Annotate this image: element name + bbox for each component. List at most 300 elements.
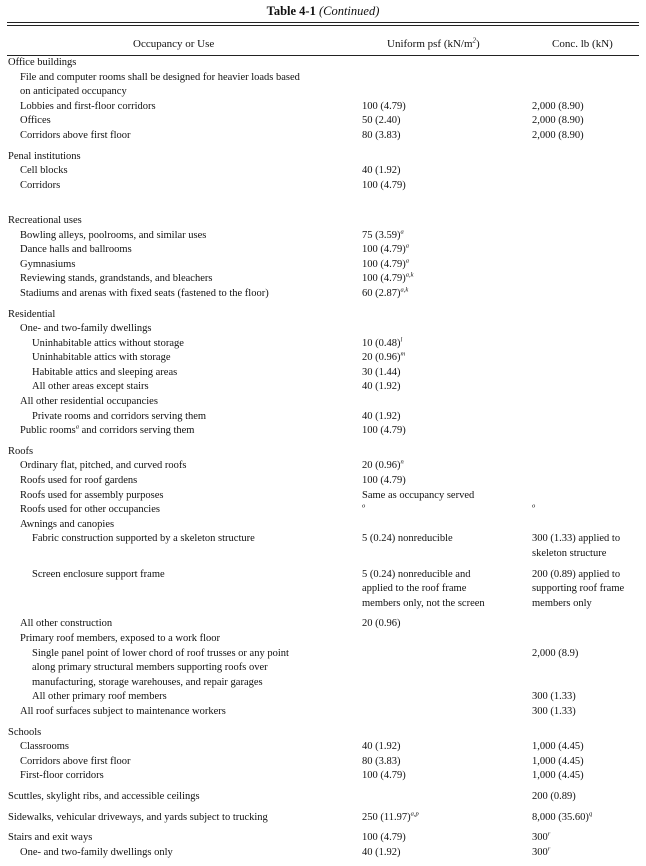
table-row — [0, 755, 646, 770]
uniform-load-value: 80 (3.83) — [362, 755, 401, 767]
occupancy-cell — [32, 532, 255, 547]
uniform-load-cell — [362, 617, 512, 632]
concentrated-load-cell — [532, 790, 644, 805]
uniform-load-value: 40 (1.92) — [362, 410, 401, 422]
occupancy-cell — [20, 518, 114, 533]
uniform-load-cell-line — [362, 272, 512, 287]
footnote-marker: a,k — [405, 271, 414, 279]
table-row — [0, 380, 646, 395]
table-row — [0, 459, 646, 474]
uniform-load-value: members only, not the screen — [362, 597, 485, 609]
uniform-load-cell-line — [362, 597, 512, 612]
concentrated-load-cell — [532, 100, 644, 115]
uniform-load-value: 10 (0.48) — [362, 337, 401, 349]
concentrated-load-cell-line — [532, 811, 644, 826]
table-row — [0, 846, 646, 861]
table-row — [0, 568, 646, 612]
occupancy-cell — [32, 366, 177, 381]
uniform-load-value: 100 (4.79) — [362, 258, 406, 270]
table-row — [0, 56, 646, 71]
header-uniform-text: Uniform psf (kN/m — [387, 38, 473, 50]
occupancy-line: Roofs used for assembly purposes — [20, 489, 164, 501]
occupancy-line: All other areas except stairs — [32, 381, 149, 393]
table-row — [0, 351, 646, 366]
uniform-load-cell-line — [362, 380, 512, 395]
occupancy-line: All other residential occupancies — [20, 396, 158, 408]
occupancy-line: Scuttles, skylight ribs, and accessible ceilings — [8, 790, 200, 802]
concentrated-load-cell — [532, 846, 644, 861]
table-row — [0, 243, 646, 258]
uniform-load-cell — [362, 114, 512, 129]
uniform-load-cell-line — [362, 410, 512, 425]
occupancy-line: Awnings and canopies — [20, 518, 115, 530]
uniform-load-cell — [362, 459, 512, 474]
concentrated-load-cell — [532, 568, 644, 612]
concentrated-load-cell-line — [532, 532, 644, 547]
footnote-marker: a,k — [400, 286, 409, 294]
uniform-load-value: 40 (1.92) — [362, 741, 401, 753]
table-row — [0, 129, 646, 144]
concentrated-load-cell — [532, 811, 644, 826]
table-caption — [0, 3, 646, 19]
uniform-load-cell — [362, 337, 512, 352]
occupancy-line: Office buildings — [8, 57, 77, 68]
table-row — [0, 229, 646, 244]
table-number: Table 4-1 — [266, 4, 316, 18]
uniform-load-cell — [362, 489, 512, 504]
uniform-load-cell-line — [362, 179, 512, 194]
table-continued-note: (Continued) — [318, 4, 380, 18]
occupancy-line: One- and two-family dwellings — [20, 323, 152, 335]
table-row — [0, 790, 646, 805]
uniform-load-cell — [362, 351, 512, 366]
occupancy-cell — [20, 287, 269, 302]
table-row — [0, 164, 646, 179]
occupancy-line: Schools — [8, 726, 42, 738]
footnote-marker: l — [400, 336, 403, 344]
table-row — [0, 179, 646, 194]
concentrated-load-cell-line — [532, 831, 644, 846]
uniform-load-cell-line — [362, 755, 512, 770]
uniform-load-value: 50 (2.40) — [362, 115, 401, 127]
footnote-marker: a — [405, 257, 409, 265]
concentrated-load-cell — [532, 740, 644, 755]
uniform-load-cell-line — [362, 846, 512, 861]
concentrated-load-cell — [532, 755, 644, 770]
table-row — [0, 518, 646, 533]
uniform-load-value: 100 (4.79) — [362, 425, 406, 437]
occupancy-line: Fabric construction supported by a skeleton structure — [32, 533, 255, 545]
table-row — [0, 647, 646, 691]
footnote-marker: a,p — [410, 810, 419, 818]
uniform-load-cell-line — [362, 568, 512, 583]
uniform-load-value: 100 (4.79) — [362, 244, 406, 256]
table-row — [0, 150, 646, 165]
occupancy-line: Stadiums and arenas with fixed seats (fastened to the floor) — [20, 287, 269, 299]
uniform-load-cell — [362, 769, 512, 784]
occupancy-cell — [20, 769, 104, 784]
occupancy-line: Dance halls and ballrooms — [20, 244, 132, 256]
uniform-load-value: 20 (0.96) — [362, 460, 401, 472]
occupancy-line: along primary structural members supporting roofs over — [32, 662, 268, 674]
concentrated-load-value: 300 (1.33) — [532, 691, 576, 703]
uniform-load-cell — [362, 129, 512, 144]
occupancy-cell — [32, 568, 165, 583]
concentrated-load-cell-line — [532, 647, 644, 662]
table-row — [0, 532, 646, 561]
uniform-load-cell-line — [362, 229, 512, 244]
uniform-load-value: 40 (1.92) — [362, 846, 401, 858]
occupancy-line: Corridors above first floor — [20, 129, 131, 141]
occupancy-cell — [20, 114, 51, 129]
concentrated-load-value: 2,000 (8.90) — [532, 129, 584, 141]
occupancy-cell — [8, 56, 76, 71]
top-rule-upper — [7, 22, 639, 23]
uniform-load-value: 30 (1.44) — [362, 366, 401, 378]
uniform-load-value: 75 (3.59) — [362, 229, 401, 241]
footnote-marker: o — [532, 502, 536, 510]
uniform-load-cell — [362, 287, 512, 302]
concentrated-load-value: 1,000 (4.45) — [532, 741, 584, 753]
uniform-load-cell — [362, 229, 512, 244]
concentrated-load-value: 2,000 (8.90) — [532, 100, 584, 112]
table-row — [0, 308, 646, 323]
uniform-load-cell — [362, 424, 512, 439]
uniform-load-cell — [362, 243, 512, 258]
occupancy-line: Stairs and exit ways — [8, 832, 93, 844]
occupancy-cell — [20, 705, 226, 720]
occupancy-line: Uninhabitable attics without storage — [32, 337, 184, 349]
uniform-load-cell — [362, 503, 512, 518]
concentrated-load-value: 300 (1.33) applied to — [532, 533, 621, 545]
concentrated-load-value: 200 (0.89) applied to — [532, 568, 621, 580]
occupancy-cell — [20, 179, 60, 194]
concentrated-load-cell-line — [532, 503, 644, 518]
concentrated-load-value: 200 (0.89) — [532, 790, 576, 802]
uniform-load-cell-line — [362, 740, 512, 755]
uniform-load-value: 100 (4.79) — [362, 475, 406, 487]
occupancy-line: Roofs used for other occupancies — [20, 504, 160, 516]
uniform-load-cell-line — [362, 617, 512, 632]
occupancy-cell — [20, 503, 160, 518]
occupancy-cell — [8, 308, 55, 323]
occupancy-cell — [8, 831, 92, 846]
header-uniform-close: ) — [476, 38, 480, 50]
concentrated-load-cell — [532, 503, 644, 518]
occupancy-cell — [8, 150, 81, 165]
concentrated-load-cell — [532, 831, 644, 846]
occupancy-cell — [20, 243, 132, 258]
concentrated-load-cell-line — [532, 846, 644, 861]
uniform-load-cell — [362, 366, 512, 381]
uniform-load-cell — [362, 846, 512, 861]
concentrated-load-cell-line — [532, 547, 644, 562]
concentrated-load-value: members only — [532, 597, 592, 609]
occupancy-line: Habitable attics and sleeping areas — [32, 366, 178, 378]
occupancy-text: and corridors serving them — [78, 425, 195, 437]
occupancy-line: All other construction — [20, 618, 113, 630]
uniform-load-cell-line — [362, 811, 512, 826]
concentrated-load-cell — [532, 690, 644, 705]
table-row — [0, 199, 646, 214]
occupancy-cell — [20, 322, 152, 337]
uniform-load-cell-line — [362, 114, 512, 129]
uniform-load-value: 100 (4.79) — [362, 770, 406, 782]
uniform-load-cell-line — [362, 424, 512, 439]
occupancy-cell — [20, 100, 156, 115]
occupancy-line: Corridors above first floor — [20, 755, 131, 767]
top-rule-lower — [7, 25, 639, 26]
occupancy-cell — [8, 790, 200, 805]
occupancy-line — [20, 424, 194, 439]
uniform-load-value: 80 (3.83) — [362, 129, 401, 141]
concentrated-load-cell — [532, 129, 644, 144]
occupancy-line: Penal institutions — [8, 150, 81, 162]
uniform-load-cell — [362, 179, 512, 194]
concentrated-load-cell — [532, 647, 644, 662]
occupancy-line: Gymnasiums — [20, 258, 76, 270]
occupancy-line: Bowling alleys, poolrooms, and similar uses — [20, 229, 207, 241]
occupancy-line: Residential — [8, 308, 56, 320]
footnote-marker: a — [405, 242, 409, 250]
occupancy-line: Classrooms — [20, 741, 70, 753]
concentrated-load-value: 1,000 (4.45) — [532, 770, 584, 782]
occupancy-cell — [20, 258, 75, 273]
occupancy-cell — [20, 395, 158, 410]
table-row — [0, 71, 646, 100]
occupancy-line: Uninhabitable attics with storage — [32, 352, 171, 364]
header-uniform — [387, 37, 480, 51]
uniform-load-cell-line — [362, 287, 512, 302]
footnote-marker: r — [547, 830, 551, 838]
occupancy-line: All other primary roof members — [32, 691, 167, 703]
table-row — [0, 474, 646, 489]
table-row — [0, 445, 646, 460]
table-row — [0, 811, 646, 826]
uniform-load-cell — [362, 258, 512, 273]
table-row — [0, 705, 646, 720]
concentrated-load-value: 2,000 (8.90) — [532, 115, 584, 127]
table-row — [0, 503, 646, 518]
concentrated-load-cell-line — [532, 597, 644, 612]
occupancy-line: manufacturing, storage warehouses, and repair garages — [32, 676, 263, 688]
uniform-load-value: 20 (0.96) — [362, 618, 401, 630]
occupancy-cell — [32, 337, 184, 352]
uniform-load-value: 100 (4.79) — [362, 832, 406, 844]
uniform-load-value: 40 (1.92) — [362, 165, 401, 177]
header-occupancy: Occupancy or Use — [133, 38, 215, 50]
occupancy-cell — [20, 632, 220, 647]
table-row — [0, 410, 646, 425]
table-row — [0, 366, 646, 381]
table-body — [0, 56, 646, 860]
footnote-marker: r — [547, 845, 551, 853]
concentrated-load-cell-line — [532, 740, 644, 755]
concentrated-load-cell-line — [532, 755, 644, 770]
uniform-load-cell-line — [362, 366, 512, 381]
occupancy-line: Offices — [20, 115, 51, 127]
table-row — [0, 769, 646, 784]
occupancy-cell — [32, 410, 206, 425]
concentrated-load-cell-line — [532, 705, 644, 720]
concentrated-load-value: 2,000 (8.9) — [532, 647, 579, 659]
uniform-load-cell-line — [362, 459, 512, 474]
table-row — [0, 100, 646, 115]
occupancy-line: Roofs — [8, 445, 34, 457]
uniform-load-cell-line — [362, 489, 512, 504]
occupancy-cell — [20, 846, 173, 861]
uniform-load-cell — [362, 811, 512, 826]
table-row — [0, 617, 646, 632]
uniform-load-cell — [362, 532, 512, 547]
uniform-load-cell-line — [362, 474, 512, 489]
occupancy-line: Reviewing stands, grandstands, and bleachers — [20, 273, 213, 285]
uniform-load-cell-line — [362, 164, 512, 179]
occupancy-line: Primary roof members, exposed to a work floor — [20, 632, 221, 644]
uniform-load-value: 5 (0.24) nonreducible — [362, 533, 453, 545]
concentrated-load-cell — [532, 769, 644, 784]
table-row — [0, 322, 646, 337]
occupancy-cell — [8, 214, 82, 229]
occupancy-cell — [20, 489, 163, 504]
occupancy-cell — [32, 380, 149, 395]
concentrated-load-cell — [532, 532, 644, 561]
uniform-load-cell — [362, 410, 512, 425]
concentrated-load-value: 8,000 (35.60) — [532, 811, 589, 823]
uniform-load-value: 100 (4.79) — [362, 273, 406, 285]
uniform-load-cell-line — [362, 258, 512, 273]
table-row — [0, 395, 646, 410]
uniform-load-cell — [362, 755, 512, 770]
footnote-marker: a — [400, 228, 404, 236]
occupancy-cell — [8, 445, 33, 460]
occupancy-line: on anticipated occupancy — [20, 86, 127, 98]
uniform-load-cell-line — [362, 582, 512, 597]
uniform-load-value: 20 (0.96) — [362, 352, 401, 364]
occupancy-line: One- and two-family dwellings only — [20, 846, 173, 858]
table-row — [0, 287, 646, 302]
table-row — [0, 632, 646, 647]
concentrated-load-cell-line — [532, 568, 644, 583]
occupancy-line: Recreational uses — [8, 214, 82, 226]
occupancy-line: All roof surfaces subject to maintenance workers — [20, 705, 226, 717]
occupancy-line: Corridors — [20, 179, 61, 191]
uniform-load-cell — [362, 474, 512, 489]
concentrated-load-cell-line — [532, 690, 644, 705]
concentrated-load-value: 1,000 (4.45) — [532, 755, 584, 767]
occupancy-cell — [32, 690, 167, 705]
occupancy-line: Single panel point of lower chord of roof trusses or any point — [32, 647, 289, 659]
uniform-load-value: 100 (4.79) — [362, 100, 406, 112]
concentrated-load-cell-line — [532, 582, 644, 597]
uniform-load-cell-line — [362, 351, 512, 366]
occupancy-cell — [20, 424, 194, 439]
occupancy-cell — [20, 617, 112, 632]
occupancy-cell — [20, 740, 69, 755]
concentrated-load-value: 300 — [532, 846, 548, 858]
table-row — [0, 831, 646, 846]
uniform-load-value: 5 (0.24) nonreducible and — [362, 568, 471, 580]
concentrated-load-cell — [532, 114, 644, 129]
occupancy-cell — [32, 351, 171, 366]
concentrated-load-cell-line — [532, 790, 644, 805]
table-row — [0, 726, 646, 741]
occupancy-cell — [8, 811, 268, 826]
occupancy-line: File and computer rooms shall be designed for heavier loads based — [20, 71, 300, 83]
uniform-load-cell-line — [362, 129, 512, 144]
table-row — [0, 272, 646, 287]
table-row — [0, 740, 646, 755]
header-concentrated: Conc. lb (kN) — [552, 38, 613, 50]
table-row — [0, 114, 646, 129]
footnote-marker: m — [400, 350, 406, 358]
occupancy-line: Sidewalks, vehicular driveways, and yards subject to trucking — [8, 811, 268, 823]
uniform-load-cell-line — [362, 100, 512, 115]
uniform-load-cell-line — [362, 337, 512, 352]
occupancy-cell — [20, 71, 300, 100]
concentrated-load-value: supporting roof frame — [532, 583, 625, 595]
uniform-load-value: 60 (2.87) — [362, 287, 401, 299]
occupancy-cell — [20, 229, 206, 244]
table-row — [0, 690, 646, 705]
occupancy-line: Ordinary flat, pitched, and curved roofs — [20, 460, 187, 472]
occupancy-line: Private rooms and corridors serving them — [32, 410, 207, 422]
uniform-load-cell — [362, 100, 512, 115]
footnote-marker: n — [400, 458, 404, 466]
concentrated-load-value: 300 (1.33) — [532, 705, 576, 717]
occupancy-line: Roofs used for roof gardens — [20, 475, 138, 487]
concentrated-load-cell-line — [532, 129, 644, 144]
occupancy-cell — [20, 272, 212, 287]
concentrated-load-cell-line — [532, 114, 644, 129]
table-row — [0, 489, 646, 504]
concentrated-load-value: skeleton structure — [532, 548, 607, 559]
uniform-load-value: Same as occupancy served — [362, 489, 475, 501]
table-row — [0, 424, 646, 439]
uniform-load-cell-line — [362, 769, 512, 784]
occupancy-cell — [20, 459, 186, 474]
header-uniform-exponent: 2 — [472, 36, 477, 45]
table-row — [0, 214, 646, 229]
concentrated-load-cell-line — [532, 100, 644, 115]
occupancy-cell — [8, 726, 41, 741]
occupancy-text: Public rooms — [20, 425, 76, 437]
occupancy-line: First-floor corridors — [20, 770, 104, 782]
footnote-marker: o — [362, 502, 366, 510]
footnote-marker: q — [588, 810, 593, 818]
occupancy-cell — [20, 755, 131, 770]
uniform-load-cell-line — [362, 532, 512, 547]
occupancy-line: Cell blocks — [20, 165, 68, 177]
uniform-load-cell — [362, 831, 512, 846]
uniform-load-cell — [362, 164, 512, 179]
table-row — [0, 258, 646, 273]
uniform-load-cell — [362, 380, 512, 395]
uniform-load-cell-line — [362, 243, 512, 258]
occupancy-cell — [20, 129, 131, 144]
uniform-load-cell-line — [362, 503, 512, 518]
occupancy-cell — [32, 647, 289, 691]
concentrated-load-cell-line — [532, 769, 644, 784]
occupancy-cell — [20, 474, 137, 489]
uniform-load-value: 40 (1.92) — [362, 381, 401, 393]
uniform-load-cell — [362, 740, 512, 755]
uniform-load-value: applied to the roof frame — [362, 583, 467, 595]
uniform-load-value: 250 (11.97) — [362, 811, 411, 823]
occupancy-line: Lobbies and first-floor corridors — [20, 100, 156, 112]
uniform-load-cell-line — [362, 831, 512, 846]
uniform-load-value: 100 (4.79) — [362, 179, 406, 191]
